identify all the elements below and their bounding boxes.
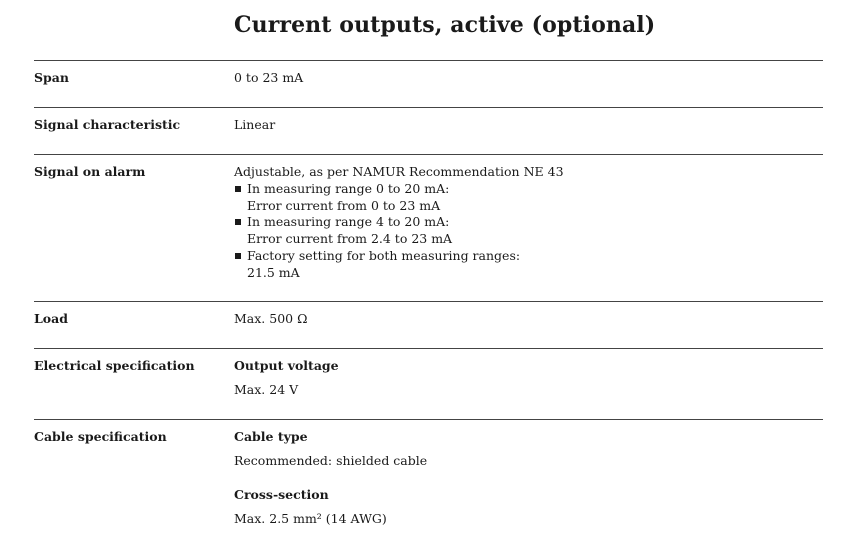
bullet-line: In measuring range 0 to 20 mA: [247,180,450,196]
bullet-item [234,248,564,282]
row-value: Linear [234,117,276,132]
spec-row-load [34,301,823,326]
spec-row-span [34,60,823,85]
bullet-line: Factory setting for both measuring ranges: [247,247,521,263]
row-content [234,164,564,282]
row-label: Electrical specification [34,358,195,373]
row-content [234,358,339,398]
row-label: Span [34,70,69,85]
sub-heading: Output voltage [234,358,339,373]
row-label: Cable specification [34,429,167,444]
bullet-item [234,214,564,248]
row-label: Signal on alarm [34,164,146,179]
bullet-line: Error current from 2.4 to 23 mA [247,231,453,247]
row-value: Max. 500 Ω [234,311,308,326]
row-label: Signal characteristic [34,117,181,132]
spec-row-signal-characteristic [34,107,823,132]
spec-row-cable-specification [34,419,823,526]
row-label: Load [34,311,68,326]
bullet-line: In measuring range 4 to 20 mA: [247,214,450,230]
sub-heading: Cross-section [234,487,329,502]
bullet-line: Error current from 0 to 23 mA [247,197,441,213]
sub-heading: Cable type [234,429,308,444]
spec-row-signal-on-alarm [34,154,823,280]
sub-value: Recommended: shielded cable [234,453,428,468]
sub-value: Max. 2.5 mm² (14 AWG) [234,511,387,526]
row-content [234,429,427,527]
spec-row-electrical-specification [34,348,823,397]
bullet-line: 21.5 mA [247,264,300,280]
sub-value: Max. 24 V [234,382,299,397]
bullet-item [234,181,564,215]
alarm-intro: Adjustable, as per NAMUR Recommendation NE 43 [234,164,564,179]
alarm-bullet-list [234,181,564,282]
row-value: 0 to 23 mA [234,70,304,85]
page-title: Current outputs, active (optional) [234,12,656,38]
